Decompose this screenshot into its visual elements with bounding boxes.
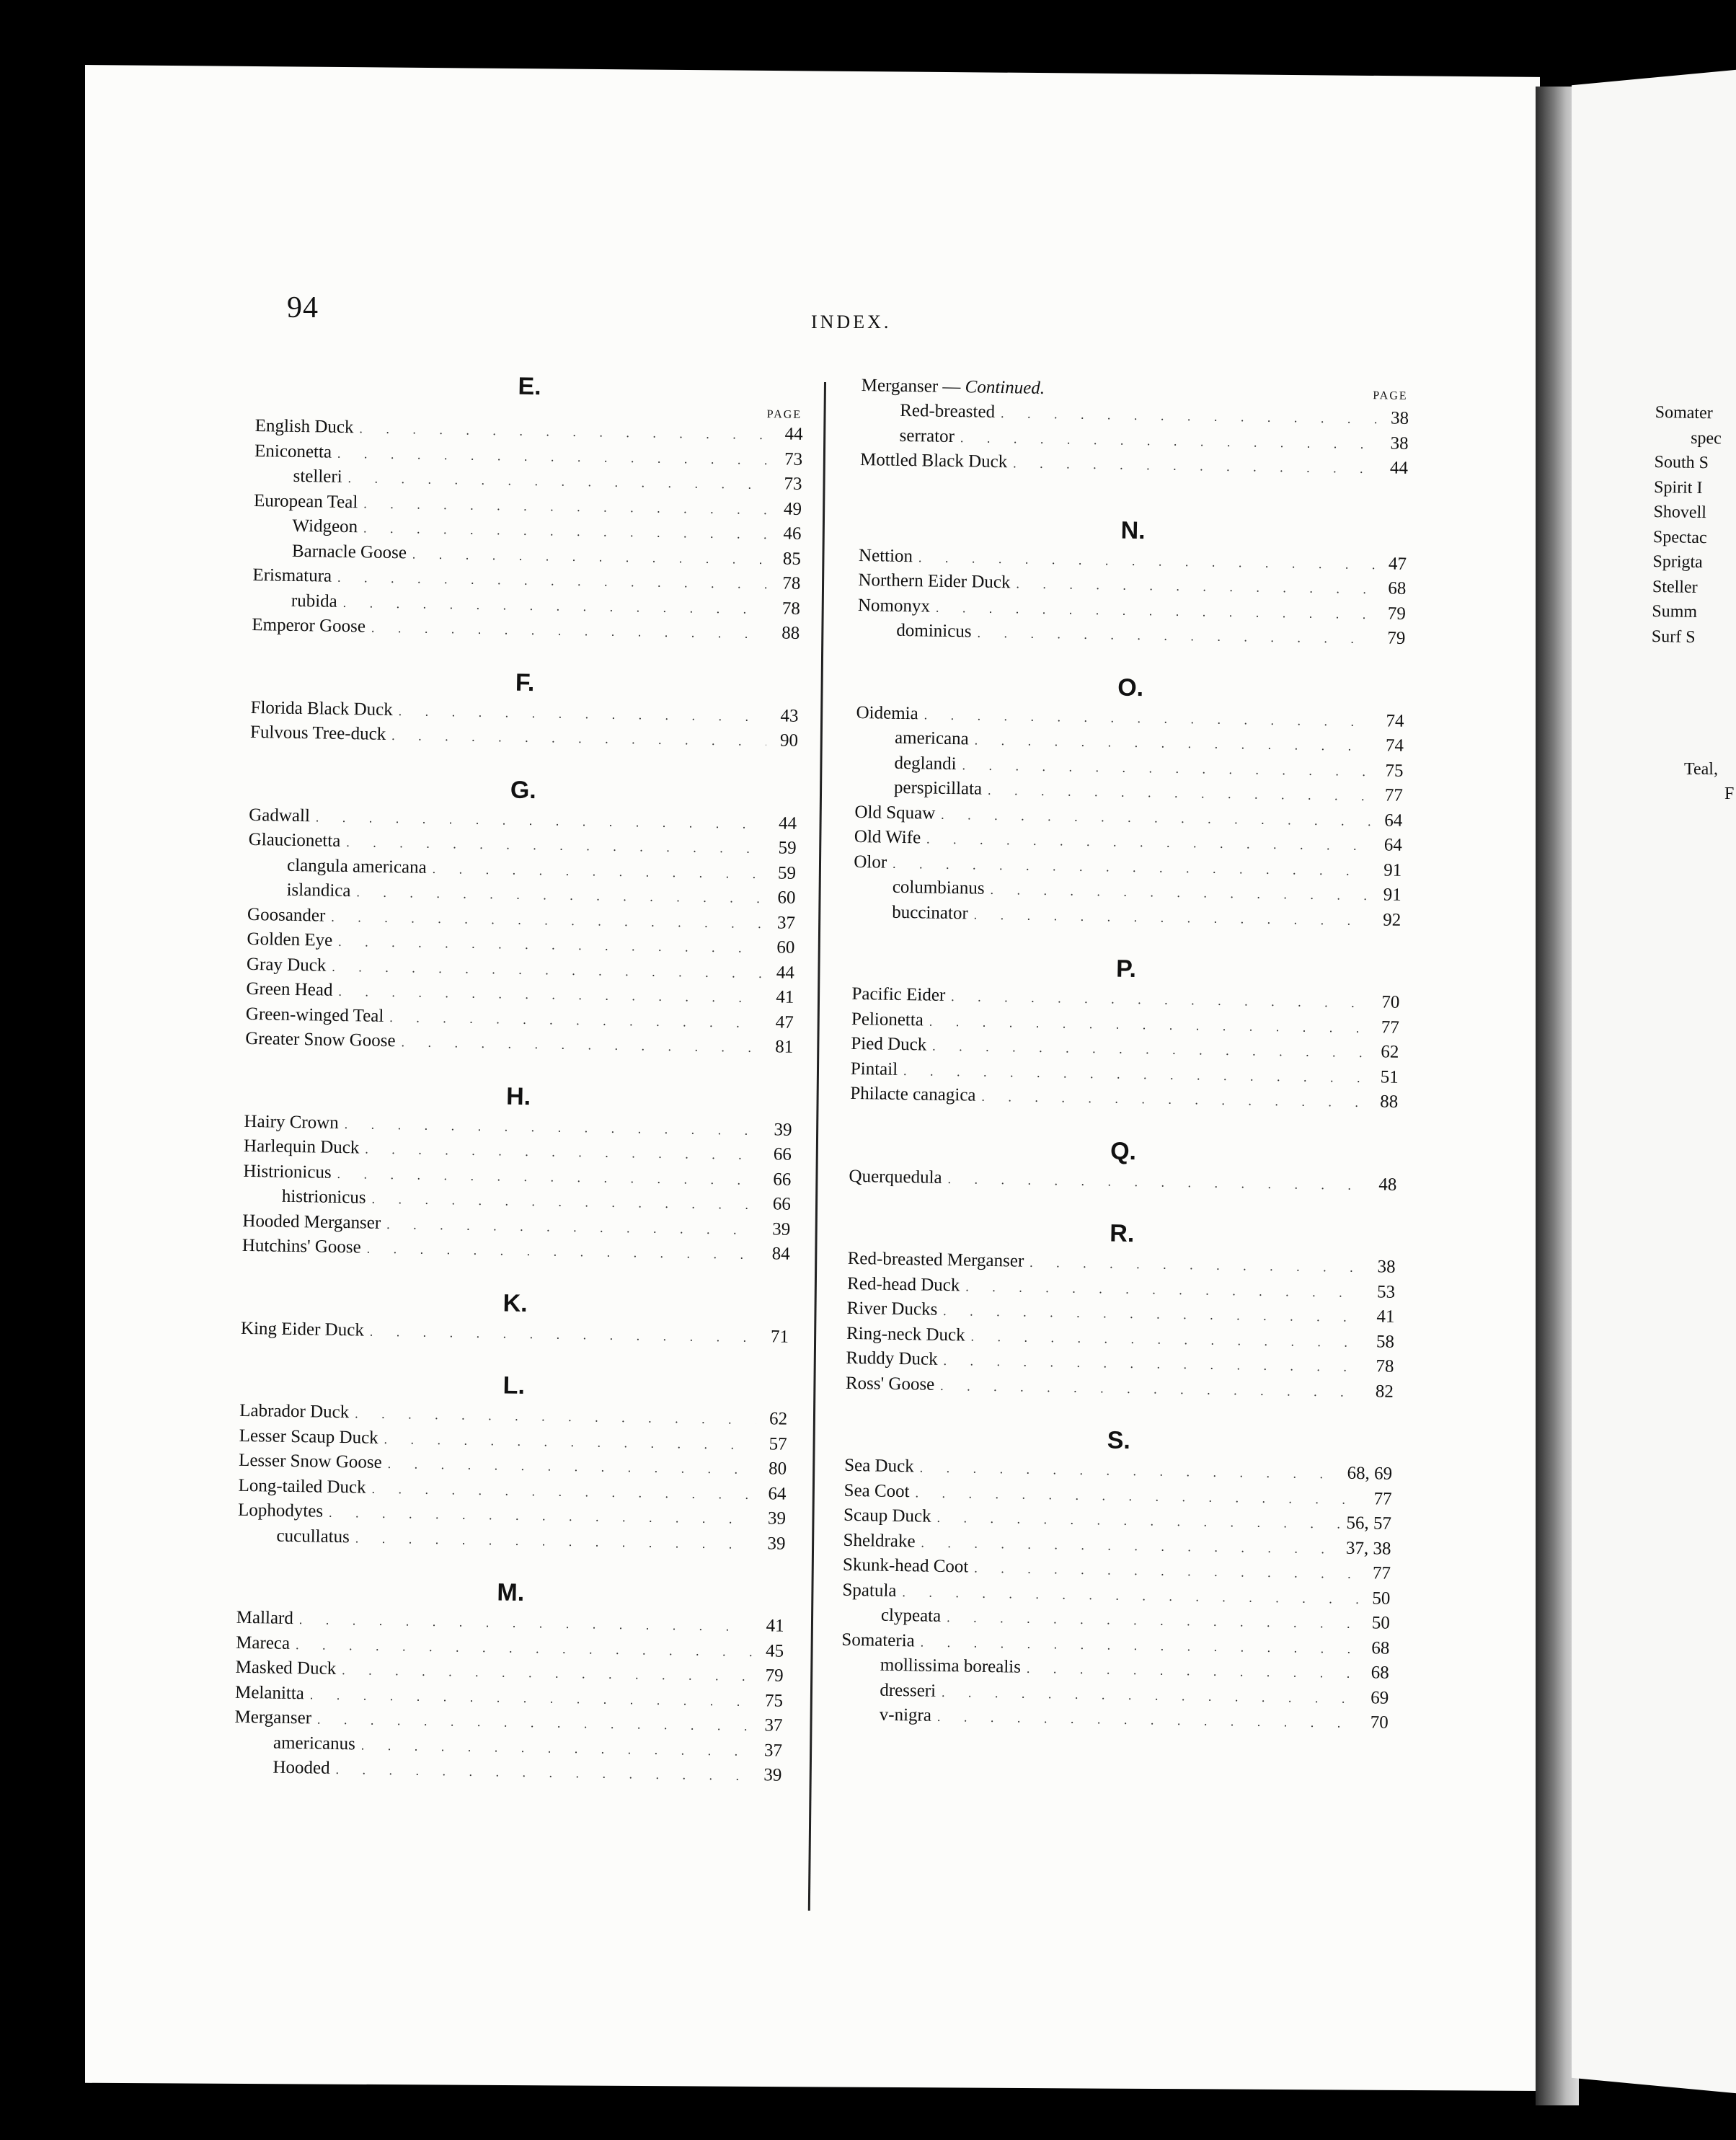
entry-page-number: 60 [776, 937, 795, 958]
entry-name: Red-breasted [899, 400, 996, 422]
entry-name: Ring-neck Duck [846, 1323, 965, 1345]
entry-page-number: 49 [783, 499, 802, 519]
entry-name: Greater Snow Goose [245, 1028, 396, 1051]
section-letter: N. [1120, 516, 1146, 544]
facing-page-fragment: Shovell [1653, 502, 1707, 523]
entry-page-number: 39 [767, 1508, 787, 1529]
entry-page-number: 62 [769, 1409, 788, 1429]
section-letter: R. [1110, 1219, 1135, 1248]
entry-page-number: 66 [772, 1194, 792, 1214]
entry-name: deglandi [894, 753, 957, 774]
facing-page-fragment: Steller [1652, 577, 1698, 597]
entry-name: Philacte canagica [850, 1083, 976, 1105]
facing-page-fragment: Spirit I [1653, 477, 1703, 498]
entry-page-number: 41 [776, 987, 794, 1007]
entry-page-number: 74 [1386, 710, 1404, 731]
entry-name: Sea Duck [843, 1455, 914, 1477]
entry-name: Pelionetta [851, 1009, 924, 1030]
entry-page-number: 74 [1385, 735, 1404, 756]
facing-page-fragment: Surf S [1651, 627, 1696, 647]
entry-page-number: 73 [784, 449, 803, 469]
facing-page-fragment: Summ [1652, 601, 1698, 622]
index-section [250, 662, 800, 753]
entry-page-number: 68 [1388, 578, 1407, 598]
entry-page-number: 39 [763, 1765, 782, 1785]
entry-page-number: 39 [767, 1533, 786, 1554]
entry-name: English Duck [254, 415, 354, 438]
entry-list [245, 802, 797, 1060]
entry-name: Masked Duck [235, 1657, 337, 1679]
entry-name: v-nigra [879, 1705, 932, 1725]
entry-name: Nomonyx [857, 595, 931, 616]
entry-page-number: 64 [1384, 810, 1403, 831]
entry-name: Labrador Duck [239, 1400, 350, 1423]
entry-page-number: 37 [764, 1715, 783, 1736]
entry-page-number: 41 [766, 1616, 784, 1636]
entry-name: Lophodytes [237, 1500, 324, 1521]
entry-name: buccinator [892, 902, 968, 923]
section-letter: G. [510, 776, 537, 804]
index-column-left [234, 366, 804, 1813]
dot-leader [391, 723, 766, 754]
entry-page-number: 44 [784, 424, 803, 444]
entry-name: Erismatura [252, 565, 332, 586]
entry-name: King Eider Duck [240, 1318, 365, 1340]
entry-name: Harlequin Duck [243, 1136, 360, 1158]
section-letter: S. [1107, 1426, 1131, 1455]
entry-name: Green-winged Teal [245, 1004, 384, 1026]
page-column-header: PAGE [766, 408, 802, 421]
section-letter: H. [505, 1082, 531, 1110]
entry-page-number: 43 [780, 705, 799, 726]
entry-page-number: 91 [1383, 859, 1402, 880]
entry-page-number: 47 [1388, 554, 1407, 574]
entry-page-number: 78 [781, 598, 801, 619]
running-head: INDEX. [811, 311, 892, 332]
entry-name: Ross' Goose [845, 1373, 935, 1394]
entry-name: Gray Duck [246, 954, 327, 976]
section-letter: Q. [1110, 1137, 1137, 1165]
entry-page-number: 82 [1375, 1381, 1394, 1402]
entry-page-number: 70 [1370, 1712, 1389, 1733]
entry-list [252, 414, 803, 646]
entry-page-number: 84 [771, 1244, 790, 1264]
entry-page-number: 50 [1372, 1588, 1391, 1609]
entry-name: Histrionicus [243, 1161, 332, 1182]
entry-page-number: 81 [775, 1037, 794, 1057]
facing-page-fragment: Somater [1655, 402, 1713, 423]
entry-page-number: 69 [1370, 1687, 1389, 1708]
entry-page-number: 44 [776, 962, 795, 983]
entry-name: Hooded [273, 1757, 330, 1778]
continuation-note: Continued. [965, 377, 1045, 398]
entry-page-number: 88 [781, 623, 800, 643]
entry-name: European Teal [253, 490, 358, 512]
entry-list [853, 700, 1404, 932]
entry-page-number: 73 [784, 474, 802, 494]
index-section [853, 667, 1405, 932]
facing-page-fragment: Spectac [1652, 527, 1707, 547]
entry-name: serrator [899, 425, 955, 446]
entry-page-number: 53 [1376, 1281, 1396, 1302]
entry-name: Mareca [235, 1632, 291, 1653]
dot-leader [973, 902, 1369, 933]
entry-name: Old Wife [854, 826, 921, 848]
entry-name: histrionicus [281, 1186, 366, 1208]
facing-page [1572, 65, 1736, 2098]
entry-name: americanus [273, 1733, 356, 1754]
facing-page-text-block [1652, 400, 1736, 650]
entry-list [237, 1399, 787, 1557]
dot-leader [355, 1526, 754, 1557]
entry-name: River Ducks [846, 1298, 938, 1319]
index-section [841, 1420, 1394, 1736]
dot-leader [366, 1237, 758, 1268]
entry-list [850, 982, 1400, 1115]
dot-leader [1013, 451, 1376, 481]
entry-page-number: 44 [778, 813, 797, 834]
entry-name: Hutchins' Goose [242, 1235, 361, 1257]
entry-name: Hairy Crown [244, 1111, 339, 1133]
entry-page-number: 50 [1371, 1613, 1391, 1633]
entry-name: mollissima borealis [880, 1655, 1022, 1677]
entry-page-number: 91 [1383, 885, 1401, 905]
dot-leader [977, 621, 1373, 652]
entry-name: Pied Duck [851, 1033, 927, 1055]
entry-name: Melanitta [234, 1682, 305, 1703]
entry-page-number: 75 [764, 1690, 784, 1711]
entry-page-number: 59 [778, 838, 797, 858]
entry-page-number: 58 [1376, 1331, 1395, 1352]
entry-name: Merganser [234, 1707, 312, 1728]
continuation-heading: Merganser — Continued. PAGE [861, 373, 1409, 407]
dot-leader [371, 616, 769, 647]
entry-page-number: 79 [1387, 628, 1406, 648]
entry-page-number: 46 [783, 523, 802, 544]
entry-page-number: 44 [1389, 458, 1409, 478]
entry-name: Oidemia [856, 702, 918, 723]
entry-page-number: 57 [769, 1433, 787, 1454]
entry-name: Somateria [841, 1630, 915, 1650]
entry-page-number: 51 [1380, 1066, 1399, 1087]
entry-name: Pintail [850, 1058, 898, 1079]
facing-page-text-block-2 [1684, 757, 1734, 806]
facing-page-fragment: Teal, [1684, 760, 1718, 779]
facing-page-fragment: spec [1690, 428, 1722, 448]
entry-page-number: 77 [1384, 785, 1404, 805]
entry-page-number: 92 [1382, 909, 1401, 930]
entry-name: Old Squaw [854, 802, 936, 823]
index-column-right [840, 373, 1409, 1760]
entry-page-number: 68, 69 [1347, 1463, 1393, 1484]
entry-page-number: 78 [1376, 1356, 1394, 1376]
section-letter: O. [1117, 673, 1144, 702]
entry-name: dominicus [896, 620, 972, 642]
entry-page-number: 66 [773, 1169, 792, 1190]
entry-name: Fulvous Tree-duck [249, 722, 386, 744]
entry-name: Mallard [236, 1607, 294, 1629]
entry-page-number: 38 [1390, 408, 1409, 428]
entry-name: Ruddy Duck [846, 1348, 938, 1369]
entry-name: Red-head Duck [846, 1273, 960, 1295]
dot-leader [370, 1319, 758, 1350]
entry-page-number: 77 [1381, 1017, 1400, 1038]
entry-name: Spatula [842, 1580, 897, 1601]
facing-page-fragment: F [1724, 784, 1735, 803]
entry-page-number: 39 [774, 1119, 792, 1140]
section-letter: K. [502, 1289, 528, 1317]
entry-name: Glaucionetta [248, 829, 341, 851]
continuation-entries [860, 398, 1409, 481]
entry-page-number: 47 [775, 1012, 794, 1033]
entry-page-number: 39 [772, 1219, 791, 1239]
entry-name: Florida Black Duck [250, 697, 393, 720]
entry-name: islandica [286, 880, 351, 901]
entry-page-number: 41 [1376, 1306, 1395, 1327]
entry-page-number: 90 [779, 730, 799, 751]
entry-name: Olor [854, 852, 887, 872]
entry-name: cucullatus [276, 1526, 350, 1547]
entry-name: Widgeon [292, 516, 358, 537]
page-number: 94 [287, 291, 319, 324]
entry-page-number: 77 [1372, 1563, 1391, 1583]
entry-name: Nettion [858, 545, 913, 566]
entry-name: Green Head [246, 978, 333, 1000]
entry-name: Scaup Duck [843, 1505, 931, 1526]
entry-name: Long-tailed Duck [238, 1475, 366, 1498]
dot-leader [401, 1030, 761, 1060]
entry-name: columbianus [892, 877, 985, 898]
entry-page-number: 64 [768, 1483, 787, 1504]
entry-name: clangula americana [286, 855, 427, 877]
entry-page-number: 38 [1390, 433, 1409, 454]
index-section [242, 1076, 793, 1267]
index-section [849, 1131, 1397, 1197]
index-section [252, 366, 804, 646]
entry-name: Querquedula [849, 1166, 942, 1188]
entry-page-number: 71 [770, 1326, 789, 1347]
entry-page-number: 59 [777, 862, 797, 883]
section-letter: F. [515, 668, 535, 697]
index-section [850, 949, 1400, 1115]
entry-page-number: 80 [768, 1459, 787, 1479]
entry-list [250, 695, 799, 753]
entry-name: Emperor Goose [252, 614, 366, 637]
entry-list [857, 543, 1407, 651]
index-section [857, 510, 1407, 651]
entry-page-number: 37 [776, 912, 796, 933]
entry-page-number: 45 [765, 1640, 784, 1661]
entry-page-number: 68 [1371, 1637, 1390, 1658]
entry-page-number: 79 [765, 1666, 784, 1686]
entry-name: rubida [291, 591, 337, 611]
entry-name: Golden Eye [247, 929, 333, 950]
entry-name: Eniconetta [254, 441, 332, 462]
entry-name: perspicillata [893, 777, 983, 799]
section-letter: L. [502, 1371, 526, 1400]
index-section [234, 1573, 784, 1788]
entry-page-number: 68 [1370, 1663, 1389, 1683]
entry-page-number: 64 [1383, 835, 1403, 855]
entry-list [242, 1109, 792, 1267]
page-column-header: PAGE [1373, 389, 1408, 402]
entry-page-number: 38 [1377, 1257, 1396, 1277]
entry-list [846, 1247, 1396, 1405]
entry-page-number: 60 [777, 888, 796, 908]
entry-page-number: 79 [1387, 603, 1407, 624]
entry-name: Goosander [247, 904, 326, 926]
entry-page-number: 62 [1381, 1042, 1399, 1062]
entry-name: Gadwall [249, 805, 311, 826]
entry-name: clypeata [880, 1605, 942, 1626]
entry-page-number: 70 [1381, 992, 1400, 1012]
entry-name: Hooded Merganser [242, 1211, 381, 1233]
continuation-name: Merganser [861, 375, 939, 397]
entry-list [841, 1454, 1393, 1736]
entry-name: Sea Coot [843, 1480, 910, 1501]
entry-name: Pacific Eider [851, 983, 946, 1005]
dot-leader [947, 1167, 1365, 1198]
entry-page-number: 66 [773, 1144, 792, 1164]
facing-page-fragment: South S [1654, 452, 1709, 473]
index-section [846, 1213, 1396, 1405]
entry-page-number: 48 [1378, 1174, 1397, 1195]
dot-leader [981, 1084, 1366, 1115]
entry-page-number: 56, 57 [1346, 1513, 1392, 1534]
entry-list [234, 1606, 784, 1788]
index-section [241, 1283, 789, 1349]
entry-name: Lesser Scaup Duck [239, 1425, 378, 1448]
entry-name: Northern Eider Duck [858, 570, 1011, 593]
entry-name: Sheldrake [843, 1530, 916, 1551]
entry-name: Red-breasted Merganser [847, 1248, 1024, 1271]
entry-page-number: 88 [1380, 1092, 1399, 1112]
entry-name: stelleri [293, 466, 342, 487]
entry-name: americana [894, 728, 969, 749]
entry-page-number: 75 [1385, 760, 1404, 781]
entry-page-number: 77 [1373, 1488, 1392, 1509]
entry-name: Lesser Snow Goose [238, 1450, 382, 1472]
section-letter: P. [1115, 955, 1137, 983]
entry-page-number: 37, 38 [1345, 1538, 1391, 1559]
section-letter: E. [518, 372, 541, 401]
index-section [245, 769, 797, 1060]
entry-name: Mottled Black Duck [859, 449, 1008, 472]
index-section [237, 1366, 788, 1557]
facing-page-fragment: Sprigta [1652, 552, 1704, 572]
entry-name: Barnacle Goose [291, 541, 407, 562]
entry-name: Skunk-head Coot [842, 1555, 969, 1577]
section-letter: M. [497, 1578, 525, 1607]
entry-page-number: 78 [782, 573, 801, 593]
entry-page-number: 85 [782, 549, 802, 569]
entry-name: dresseri [880, 1680, 936, 1701]
entry-page-number: 37 [763, 1740, 783, 1761]
